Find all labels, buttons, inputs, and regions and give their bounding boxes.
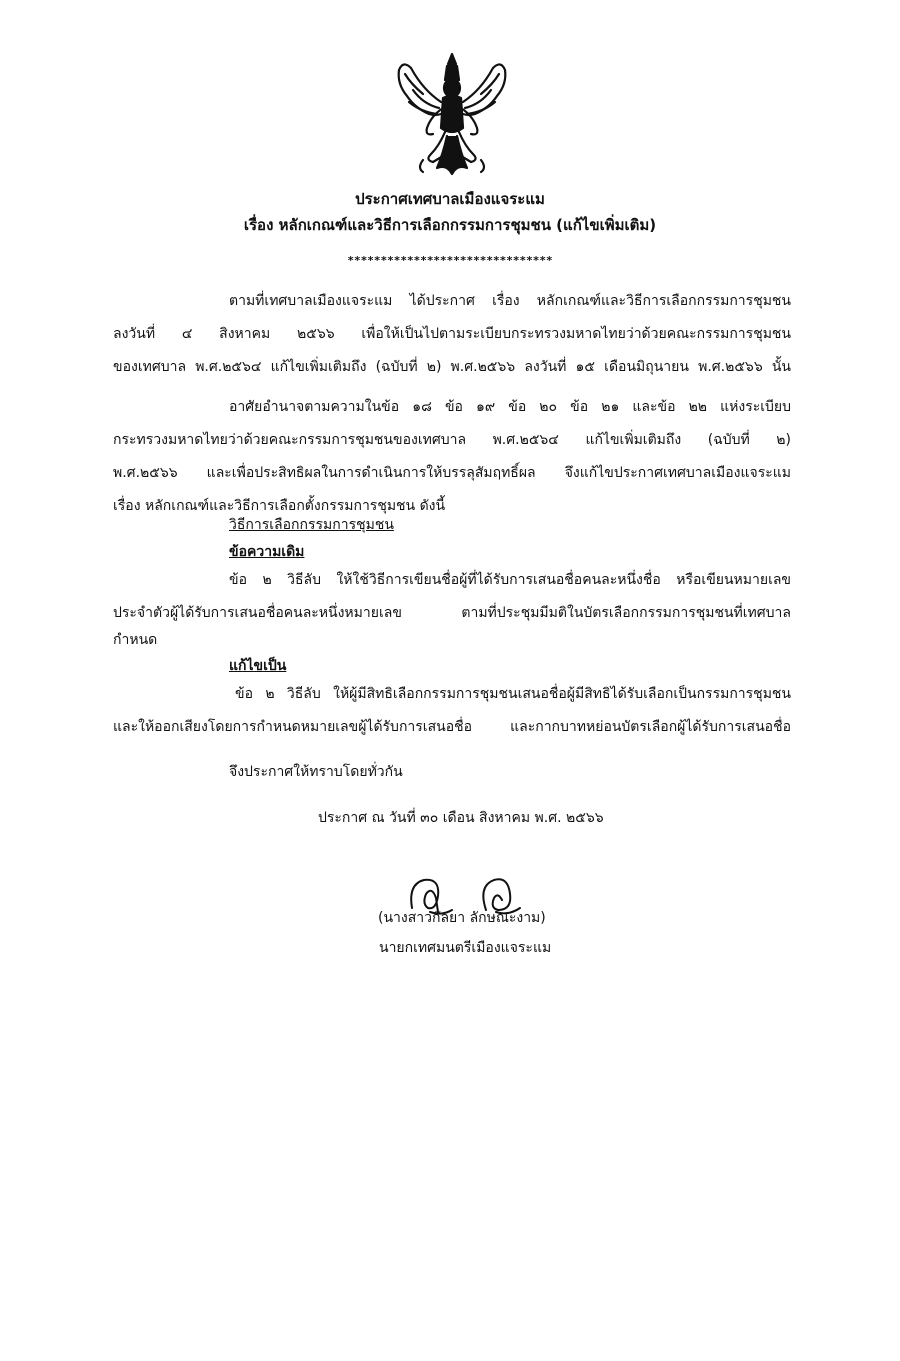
amended-text-line-2: และให้ออกเสียงโดยการกำหนดหมายเลขผู้ได้รับการเสนอชื่อ และกากบาทหย่อนบัตรเลือกผู้ได้รับการเสนอชื่อ xyxy=(113,719,791,735)
original-text-line-2: ประจำตัวผู้ได้รับการเสนอชื่อคนละหนึ่งหมายเลข ตามที่ประชุมมีมติในบัตรเลือกกรรมการชุมชนที่เทศบาล xyxy=(113,605,791,621)
paragraph-2-line-3: พ.ศ.๒๕๖๖ และเพื่อประสิทธิผลในการดำเนินการให้บรรลุสัมฤทธิ์ผล จึงแก้ไขประกาศเทศบาลเมืองแจระแม xyxy=(113,465,791,481)
section-heading: วิธีการเลือกกรรมการชุมชน xyxy=(229,517,394,533)
paragraph-2-line-2: กระทรวงมหาดไทยว่าด้วยคณะกรรมการชุมชนของเทศบาล พ.ศ.๒๕๖๔ แก้ไขเพิ่มเติมถึง (ฉบับที่ ๒) xyxy=(113,432,791,448)
amended-text-heading: แก้ไขเป็น xyxy=(229,658,287,674)
announcement-date: ประกาศ ณ วันที่ ๓๐ เดือน สิงหาคม พ.ศ. ๒๕๖๖ xyxy=(318,810,604,826)
signatory-name: (นางสาวกัลยา ลักษณะงาม) xyxy=(378,910,546,926)
closing-line: จึงประกาศให้ทราบโดยทั่วกัน xyxy=(229,764,403,780)
original-text-line-1: ข้อ ๒ วิธีลับ ให้ใช้วิธีการเขียนชื่อผู้ที่ได้รับการเสนอชื่อคนละหนึ่งชื่อ หรือเขียนหมายเลข xyxy=(229,572,791,588)
original-text-line-3: กำหนด xyxy=(113,632,158,648)
paragraph-1-line-1: ตามที่เทศบาลเมืองแจระแม ได้ประกาศ เรื่อง หลักเกณฑ์และวิธีการเลือกกรรมการชุมชน xyxy=(229,293,791,309)
amended-text-line-1: ข้อ ๒ วิธีลับ ให้ผู้มีสิทธิเลือกกรรมการชุมชนเสนอชื่อผู้มีสิทธิได้รับเลือกเป็นกรรมการชุมชน xyxy=(235,686,791,702)
signatory-position: นายกเทศมนตรีเมืองแจระแม xyxy=(379,940,552,956)
announcement-subject: เรื่อง หลักเกณฑ์และวิธีการเลือกกรรมการชุมชน (แก้ไขเพิ่มเติม) xyxy=(243,216,657,234)
garuda-emblem-icon xyxy=(393,50,511,178)
separator: ******************************* xyxy=(347,254,553,267)
paragraph-1-line-2: ลงวันที่ ๔ สิงหาคม ๒๕๖๖ เพื่อให้เป็นไปตามระเบียบกระทรวงมหาดไทยว่าด้วยคณะกรรมการชุมชน xyxy=(113,326,791,342)
paragraph-2-line-1: อาศัยอำนาจตามความในข้อ ๑๘ ข้อ ๑๙ ข้อ ๒๐ ข้อ ๒๑ และข้อ ๒๒ แห่งระเบียบ xyxy=(229,399,791,415)
original-text-heading: ข้อความเดิม xyxy=(229,544,305,560)
paragraph-1-line-3: ของเทศบาล พ.ศ.๒๕๖๔ แก้ไขเพิ่มเติมถึง (ฉบับที่ ๒) พ.ศ.๒๕๖๖ ลงวันที่ ๑๕ เดือนมิถุนายน พ.ศ.๒๕๖๖ นั้น xyxy=(113,359,791,375)
paragraph-2-line-4: เรื่อง หลักเกณฑ์และวิธีการเลือกตั้งกรรมการชุมชน ดังนี้ xyxy=(113,498,446,514)
announcement-title: ประกาศเทศบาลเมืองแจระแม xyxy=(355,190,545,208)
